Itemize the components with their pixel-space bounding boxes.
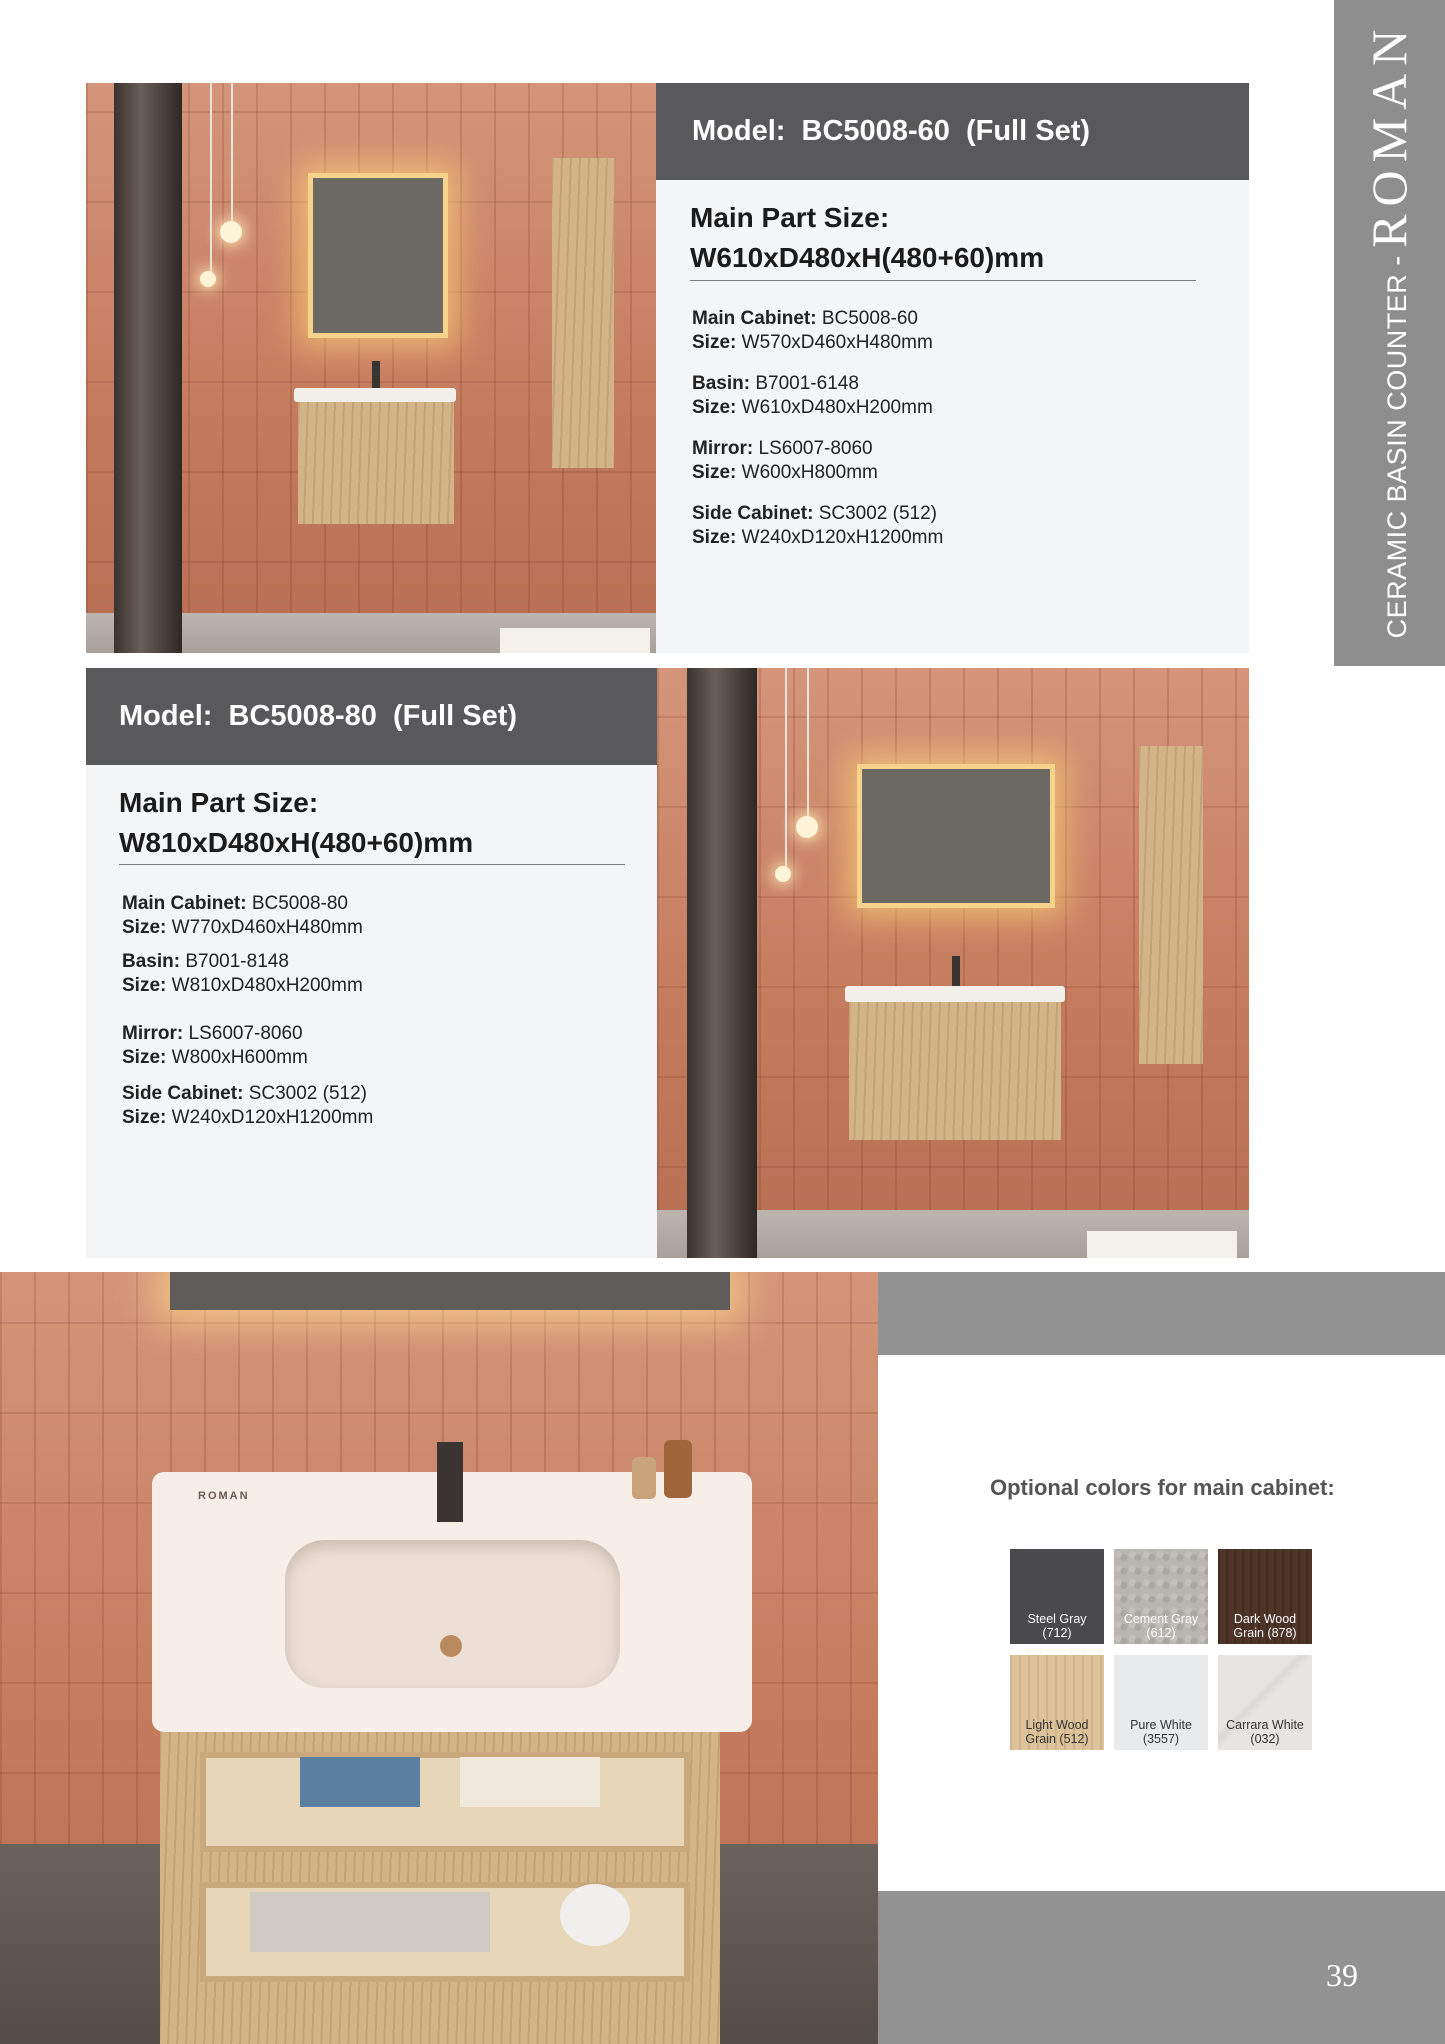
swatch-pure-white[interactable]: Pure White (3557) — [1114, 1655, 1208, 1750]
swatch-light-wood-grain[interactable]: Light Wood Grain (512) — [1010, 1655, 1104, 1750]
color-swatch-grid — [1010, 1549, 1314, 1752]
side-tab-text — [1360, 22, 1418, 639]
set2-specs — [122, 892, 373, 1147]
set2-main-size — [119, 783, 473, 863]
set1-main-size-label: Main Part Size: — [690, 202, 890, 233]
set2-main-size-value: W810xD480xH(480+60)mm — [119, 827, 474, 858]
set2-main-size-label: Main Part Size: — [119, 787, 319, 818]
set2-spec-main-cabinet: Main Cabinet: BC5008-80 Size: W770xD460xH480mm — [122, 893, 363, 938]
set2-info-panel — [86, 668, 657, 1258]
closeup-brand-mark: ROMAN — [198, 1490, 250, 1502]
swatch-steel-gray[interactable]: Steel Gray (712) — [1010, 1549, 1104, 1644]
set2-spec-basin: Basin: B7001-8148 Size: W810xD480xH200mm — [122, 951, 363, 996]
set1-specs — [692, 307, 943, 567]
swatch-cement-gray[interactable]: Cement Gray (612) — [1114, 1549, 1208, 1644]
set1-model-title: Model: BC5008-60 (Full Set) — [656, 83, 1249, 180]
set1-side-cabinet — [552, 158, 614, 468]
set2-side-cabinet — [1139, 746, 1203, 1064]
bottom-gray-band-bottom — [878, 1891, 1445, 2044]
set2-divider — [119, 864, 625, 865]
set1-spec-basin: Basin: B7001-6148 Size: W610xD480xH200mm — [692, 373, 933, 418]
set2-spec-side-cabinet: Side Cabinet: SC3002 (512) Size: W240xD120xH1200mm — [122, 1083, 374, 1128]
set1-spec-main-cabinet: Main Cabinet: BC5008-60 Size: W570xD460xH480mm — [692, 308, 933, 353]
colors-title: Optional colors for main cabinet: — [990, 1475, 1335, 1500]
closeup-photo — [0, 1272, 878, 2044]
series-name: CERAMIC BASIN COUNTER — [1382, 273, 1412, 639]
set1-info-panel — [656, 83, 1249, 653]
set2-mirror — [857, 764, 1055, 908]
set2-model-title: Model: BC5008-80 (Full Set) — [86, 668, 657, 765]
set1-mirror — [308, 173, 448, 338]
set1-main-size — [690, 198, 1044, 278]
closeup-faucet — [437, 1442, 463, 1522]
set2-photo — [657, 668, 1249, 1258]
page-number: 39 — [1326, 1957, 1358, 1993]
set1-divider — [690, 280, 1196, 281]
swatch-dark-wood-grain[interactable]: Dark Wood Grain (878) — [1218, 1549, 1312, 1644]
set1-spec-side-cabinet: Side Cabinet: SC3002 (512) Size: W240xD120xH1200mm — [692, 503, 944, 548]
set1-vanity — [298, 402, 454, 524]
set1-main-size-value: W610xD480xH(480+60)mm — [690, 242, 1045, 273]
set2-spec-mirror: Mirror: LS6007-8060 Size: W800xH600mm — [122, 1023, 308, 1068]
separator: - — [1380, 255, 1413, 266]
brand-name: ROMAN — [1361, 21, 1417, 248]
bottom-gray-band-top — [878, 1272, 1445, 1355]
side-tab — [1334, 0, 1445, 666]
swatch-carrara-white[interactable]: Carrara White (032) — [1218, 1655, 1312, 1750]
set2-vanity — [849, 1002, 1061, 1140]
set1-photo — [86, 83, 656, 653]
set1-spec-mirror: Mirror: LS6007-8060 Size: W600xH800mm — [692, 438, 878, 483]
